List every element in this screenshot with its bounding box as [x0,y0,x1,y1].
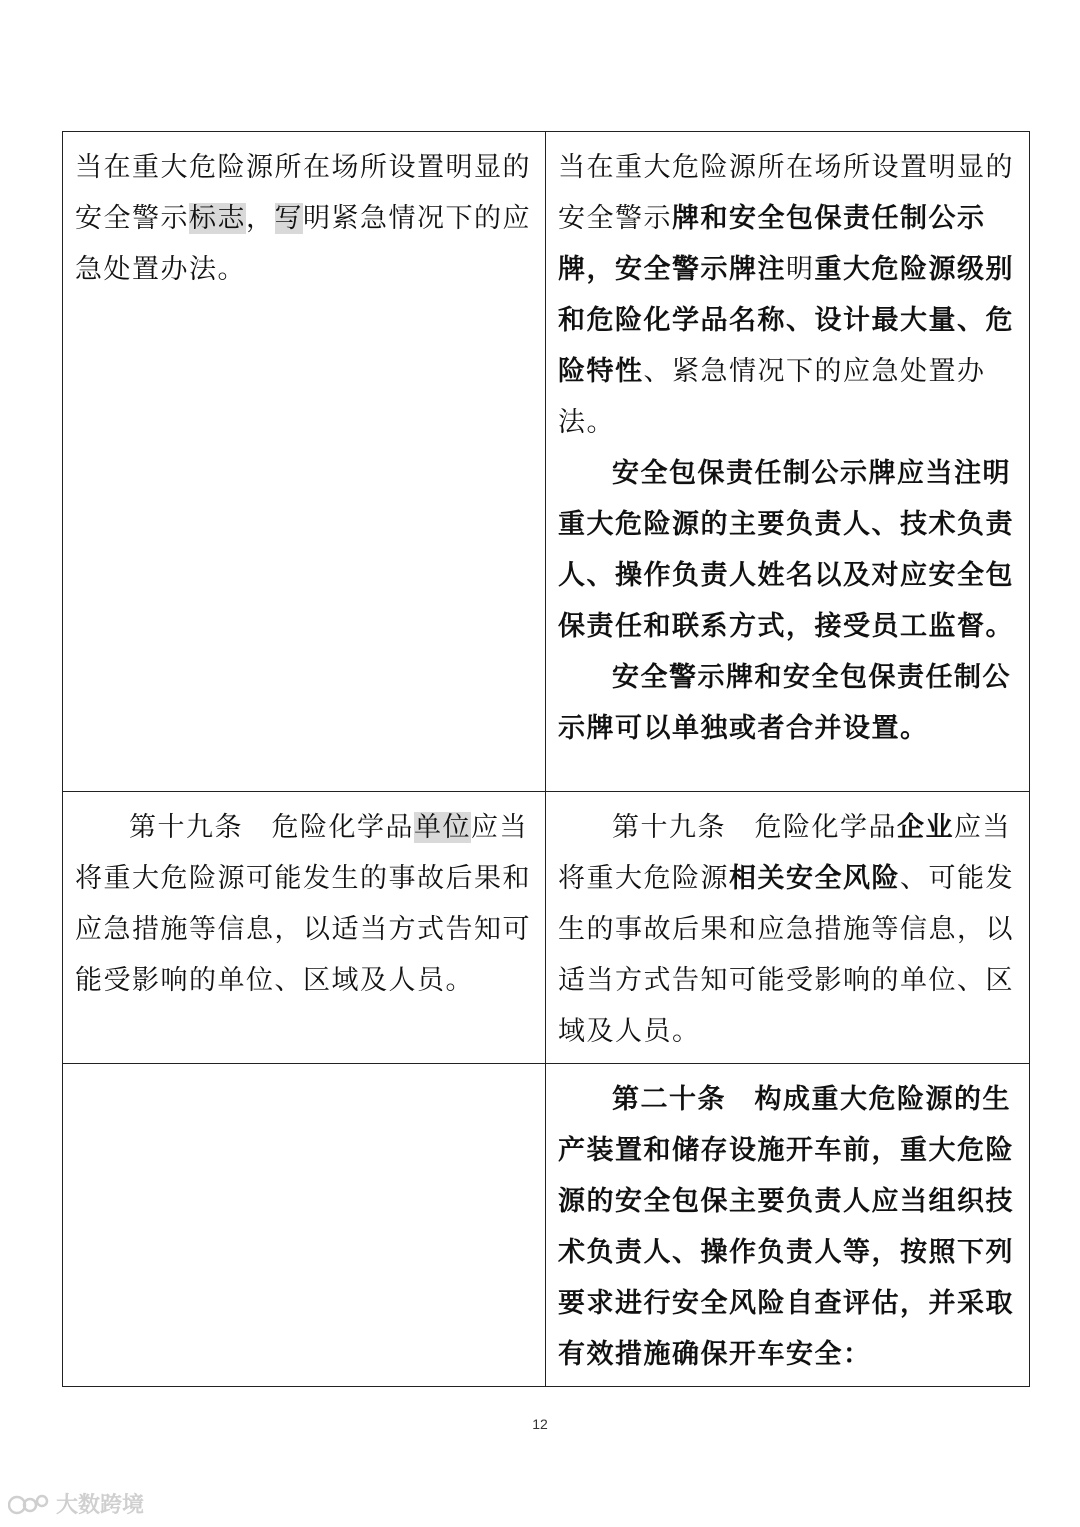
paragraph: 当在重大危险源所在场所设置明显的安全警示牌和安全包保责任制公示牌，安全警示牌注明重大危险源级别和危险化学品名称、设计最大量、危险特性、紧急情况下的应急处置办法。 [558,152,1014,438]
revised-text-cell [546,132,1030,792]
comparison-table [62,131,1030,1387]
paragraph: 当在重大危险源所在场所设置明显的安全警示标志，写明紧急情况下的应急处置办法。 [75,152,531,285]
table-row [63,1064,1030,1387]
paragraph: 安全包保责任制公示牌应当注明重大危险源的主要负责人、技术负责人、操作负责人姓名以及对应安全包保责任和联系方式，接受员工监督。 [558,458,1014,642]
table-row [63,132,1030,792]
original-text-cell [63,792,546,1064]
original-text-cell [63,132,546,792]
watermark [8,1488,144,1519]
bold-text: 企业 [897,812,954,843]
bold-text: 重大危险源级别和危险化学品名称、设计最大量、危险特性 [558,254,1014,387]
highlight: 标志 [189,203,246,234]
bold-text: 相关安全风险 [729,863,900,894]
highlight: 写 [274,203,303,234]
highlight: 单位 [414,812,471,843]
watermark-text: 大数跨境 [56,1493,145,1518]
original-text-cell [63,1064,546,1387]
paragraph: 安全警示牌和安全包保责任制公示牌可以单独或者合并设置。 [558,662,1011,744]
paragraph: 第十九条 危险化学品单位应当将重大危险源可能发生的事故后果和应急措施等信息，以适当方式告知可能受影响的单位、区域及人员。 [75,812,531,996]
page-number: 12 [532,1416,548,1432]
bold-text: 牌和安全包保责任制公示牌，安全警示牌注 [558,203,986,285]
table-row [63,792,1030,1064]
paragraph: 第十九条 危险化学品企业应当将重大危险源相关安全风险、可能发生的事故后果和应急措施等信息，以适当方式告知可能受影响的单位、区域及人员。 [558,812,1014,1047]
revised-text-cell [546,1064,1030,1387]
paragraph: 第二十条 构成重大危险源的生产装置和储存设施开车前，重大危险源的安全包保主要负责人应当组织技术负责人、操作负责人等，按照下列要求进行安全风险自查评估，并采取有效措施确保开车安全： [558,1084,1014,1370]
logo-icon [8,1491,52,1517]
revised-text-cell [546,792,1030,1064]
